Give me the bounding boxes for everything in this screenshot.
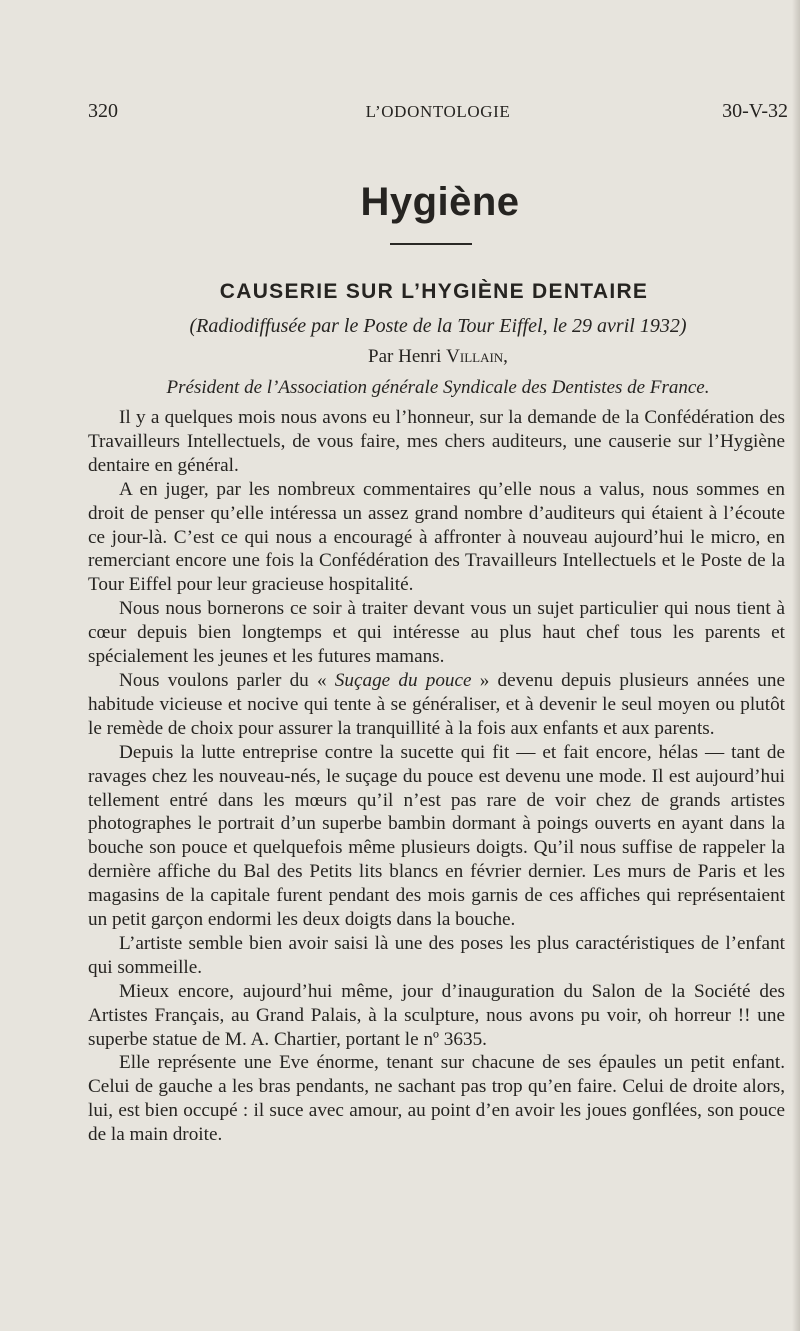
- running-header: [88, 100, 788, 128]
- article-body: [88, 406, 785, 1147]
- author-name: Villain,: [446, 346, 508, 367]
- paragraph-text: Nous voulons parler du «: [119, 669, 335, 691]
- page-edge-shadow: [792, 0, 800, 1331]
- paragraph: Depuis la lutte entreprise contre la sucette qui fit — et fait encore, hélas — tant de ravages chez les nouveau-nés, le suçage du pouce est devenu une mode. Il est aujourd’hui tellement entré dans les mœurs qu’il n’est pas rare de voir chez de grands artistes photographes le portrait d’un superbe bambin dormant à poings ouverts en ayant dans la bouche son pouce et quelquefois même plusieurs doigts. Qu’il nous suffise de rappeler la dernière affiche du Bal des Petits lits blancs en février dernier. Les murs de Paris et les magasins de la capitale furent pendant des mois garnis de ces affiches qui représentaient un petit garçon endormi les deux doigts dans la bouche.: [88, 741, 785, 931]
- byline-prefix: Par Henri: [368, 346, 442, 367]
- page-number: 320: [88, 100, 118, 122]
- paragraph: [88, 669, 785, 741]
- paragraph: Mieux encore, aujourd’hui même, jour d’inauguration du Salon de la Société des Artistes Français, au Grand Palais, à la sculpture, nous avons pu voir, oh horreur !! une superbe statue de M. A. Chartier, portant le nº 3635.: [88, 980, 785, 1050]
- title-divider: [390, 243, 472, 245]
- article-subtitle: (Radiodiffusée par le Poste de la Tour Eiffel, le 29 avril 1932): [189, 315, 687, 337]
- paragraph: Il y a quelques mois nous avons eu l’honneur, sur la demande de la Confédération des Travailleurs Intellectuels, de vous faire, mes chers auditeurs, une causerie sur l’Hygiène dentaire en général.: [88, 407, 785, 476]
- paragraph: A en juger, par les nombreux commentaires qu’elle nous a valus, nous sommes en droit de penser qu’elle intéressa un assez grand nombre d’auditeurs qui étaient à l’écoute ce jour-là. C’est ce qui nous a encouragé à affronter à nouveau aujourd’hui le micro, en remerciant encore une fois la Confédération des Travailleurs Intellectuels et le Poste de la Tour Eiffel pour leur gracieuse hospitalité.: [88, 478, 785, 596]
- article-byline: [88, 346, 788, 368]
- issue-date: 30-V-32: [722, 100, 788, 122]
- emphasized-term: Suçage du pouce: [334, 669, 472, 691]
- paragraph-text: » devenu depuis plusieurs années une habitude vicieuse et nocive qui tente à se généraliser, et à devenir le seul moyen ou plutôt le remède de choix pour assurer la tranquillité à la fois aux enfants et aux parents.: [88, 669, 785, 739]
- paragraph: L’artiste semble bien avoir saisi là une des poses les plus caractéristiques de l’enfant qui sommeille.: [88, 932, 785, 978]
- paragraph: Nous nous bornerons ce soir à traiter devant vous un sujet particulier qui nous tient à cœur depuis bien longtemps et qui intéresse au plus haut chef tous les parents et spécialement les jeunes et les futures mamans.: [88, 598, 785, 668]
- article-title: CAUSERIE SUR L’HYGIÈNE DENTAIRE: [219, 280, 649, 303]
- paragraph: Elle représente une Eve énorme, tenant sur chacune de ses épaules un petit enfant. Celui de gauche a les bras pendants, ne sachant pas trop qu’en faire. Celui de droite alors, lui, est bien occupé : il suce avec amour, au point d’en avoir les joues gonflées, son pouce de la main droite.: [88, 1052, 785, 1146]
- section-title: Hygiène: [360, 180, 520, 224]
- author-affiliation: Président de l’Association générale Syndicale des Dentistes de France.: [166, 377, 710, 398]
- journal-title: L’ODONTOLOGIE: [365, 102, 511, 121]
